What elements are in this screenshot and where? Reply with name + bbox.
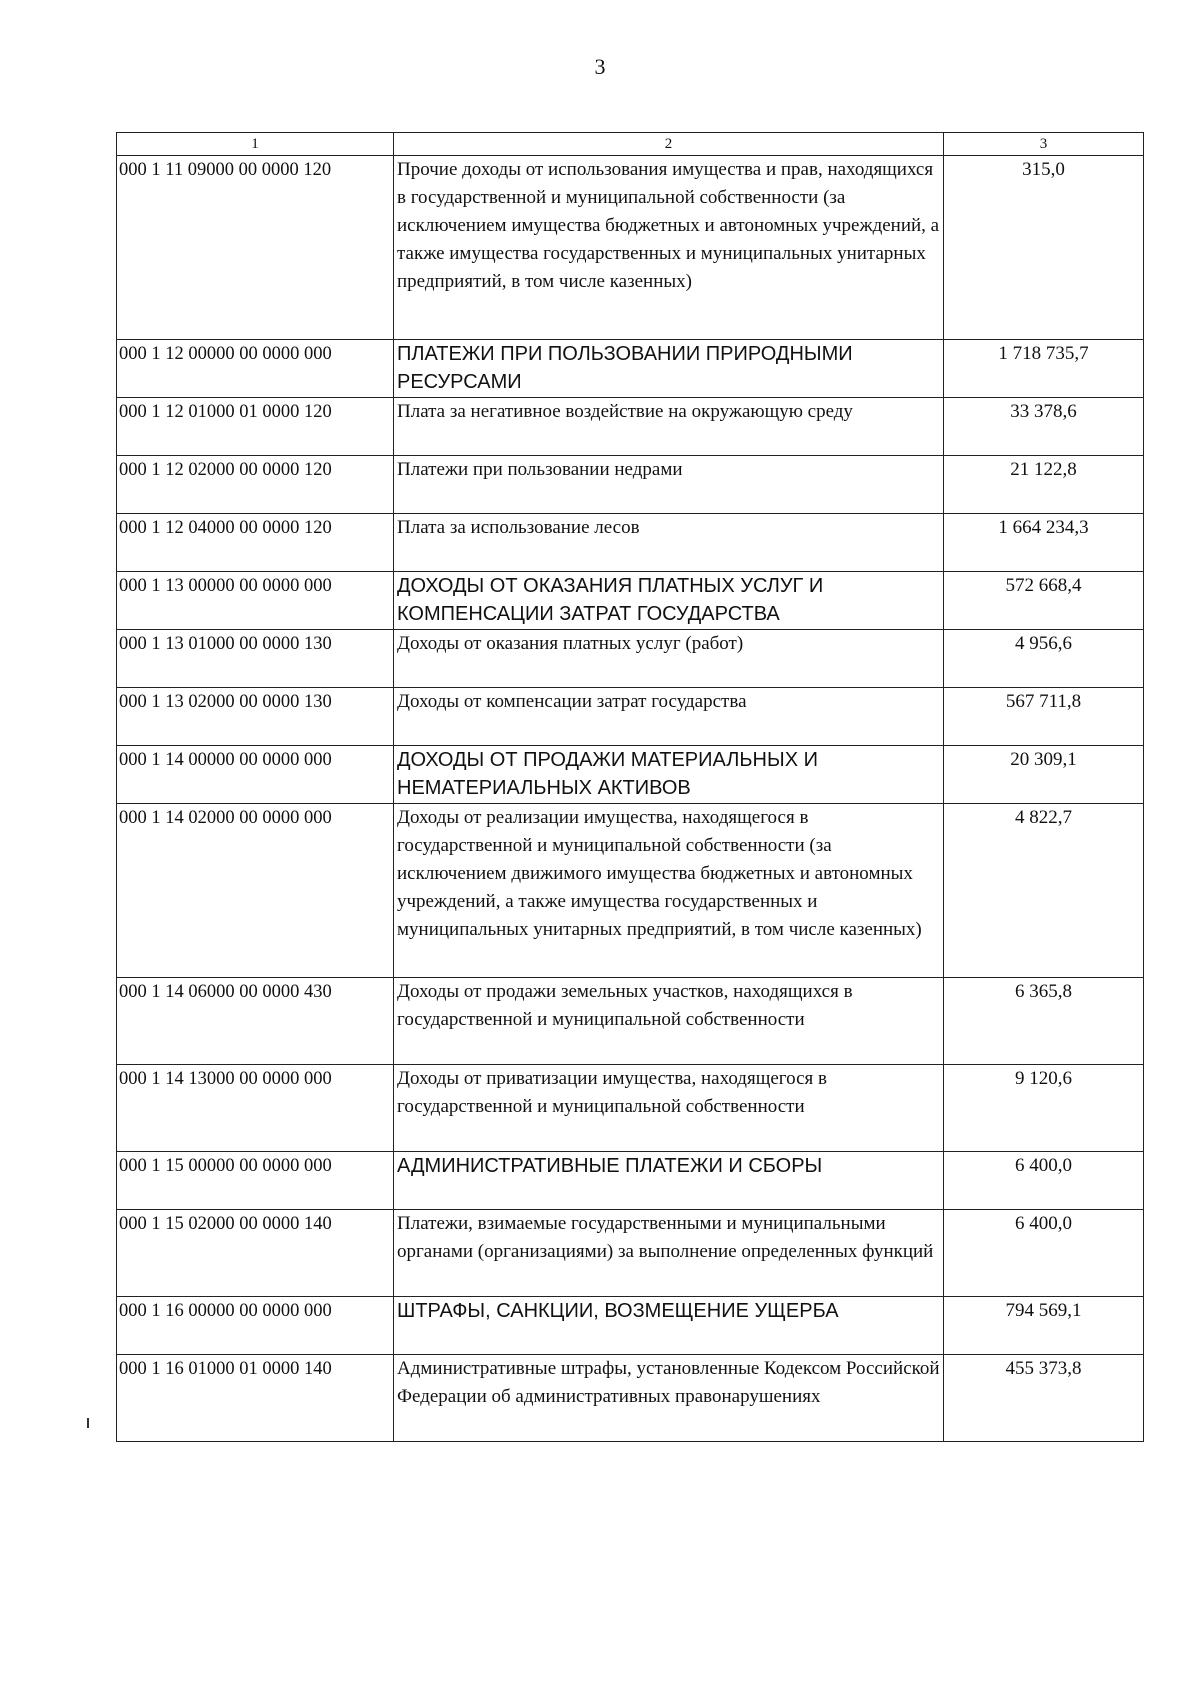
scan-speck bbox=[87, 1418, 89, 1428]
budget-code-cell: 000 1 12 02000 00 0000 120 bbox=[117, 456, 394, 514]
table-row bbox=[117, 746, 1144, 804]
table-row bbox=[117, 1065, 1144, 1152]
revenue-name-cell: Доходы от компенсации затрат государства bbox=[394, 688, 944, 746]
budget-code-cell: 000 1 14 00000 00 0000 000 bbox=[117, 746, 394, 804]
table-row bbox=[117, 804, 1144, 978]
revenue-name-cell: ДОХОДЫ ОТ ОКАЗАНИЯ ПЛАТНЫХ УСЛУГ И КОМПЕНСАЦИИ ЗАТРАТ ГОСУДАРСТВА bbox=[394, 572, 944, 630]
table-row bbox=[117, 398, 1144, 456]
table-row bbox=[117, 156, 1144, 340]
revenue-name-cell: Доходы от реализации имущества, находящегося в государственной и муниципальной собственности (за исключением движимого имущества бюджетных и автономных учреждений, а также имущества государственных и муниципальных унитарных предприятий, в том числе казенных) bbox=[394, 804, 944, 978]
revenue-name-cell: Платежи, взимаемые государственными и муниципальными органами (организациями) за выполнение определенных функций bbox=[394, 1210, 944, 1297]
page-number: 3 bbox=[594, 54, 606, 79]
table-row bbox=[117, 1152, 1144, 1210]
column-header-3: 3 bbox=[944, 133, 1144, 156]
amount-cell: 9 120,6 bbox=[944, 1065, 1144, 1152]
revenue-name-cell: Доходы от продажи земельных участков, находящихся в государственной и муниципальной собственности bbox=[394, 978, 944, 1065]
table-row bbox=[117, 514, 1144, 572]
amount-cell: 4 822,7 bbox=[944, 804, 1144, 978]
budget-code-cell: 000 1 16 01000 01 0000 140 bbox=[117, 1355, 394, 1442]
budget-code-cell: 000 1 14 02000 00 0000 000 bbox=[117, 804, 394, 978]
revenue-name-cell: Административные штрафы, установленные Кодексом Российской Федерации об административных правонарушениях bbox=[394, 1355, 944, 1442]
budget-code-cell: 000 1 14 06000 00 0000 430 bbox=[117, 978, 394, 1065]
header-row bbox=[117, 133, 1144, 156]
revenue-name-cell: Плата за негативное воздействие на окружающую среду bbox=[394, 398, 944, 456]
revenue-name-cell: ШТРАФЫ, САНКЦИИ, ВОЗМЕЩЕНИЕ УЩЕРБА bbox=[394, 1297, 944, 1355]
table-row bbox=[117, 456, 1144, 514]
revenue-name-cell: ПЛАТЕЖИ ПРИ ПОЛЬЗОВАНИИ ПРИРОДНЫМИ РЕСУРСАМИ bbox=[394, 340, 944, 398]
amount-cell: 1 664 234,3 bbox=[944, 514, 1144, 572]
table-row bbox=[117, 630, 1144, 688]
table-row bbox=[117, 688, 1144, 746]
budget-code-cell: 000 1 14 13000 00 0000 000 bbox=[117, 1065, 394, 1152]
table-row bbox=[117, 1210, 1144, 1297]
table-row bbox=[117, 1355, 1144, 1442]
amount-cell: 20 309,1 bbox=[944, 746, 1144, 804]
budget-code-cell: 000 1 15 00000 00 0000 000 bbox=[117, 1152, 394, 1210]
amount-cell: 33 378,6 bbox=[944, 398, 1144, 456]
budget-code-cell: 000 1 11 09000 00 0000 120 bbox=[117, 156, 394, 340]
budget-code-cell: 000 1 12 00000 00 0000 000 bbox=[117, 340, 394, 398]
budget-code-cell: 000 1 12 04000 00 0000 120 bbox=[117, 514, 394, 572]
amount-cell: 6 400,0 bbox=[944, 1210, 1144, 1297]
revenue-table bbox=[116, 132, 1144, 1442]
amount-cell: 572 668,4 bbox=[944, 572, 1144, 630]
budget-code-cell: 000 1 15 02000 00 0000 140 bbox=[117, 1210, 394, 1297]
amount-cell: 6 400,0 bbox=[944, 1152, 1144, 1210]
budget-code-cell: 000 1 16 00000 00 0000 000 bbox=[117, 1297, 394, 1355]
table-row bbox=[117, 572, 1144, 630]
amount-cell: 567 711,8 bbox=[944, 688, 1144, 746]
amount-cell: 794 569,1 bbox=[944, 1297, 1144, 1355]
revenue-name-cell: АДМИНИСТРАТИВНЫЕ ПЛАТЕЖИ И СБОРЫ bbox=[394, 1152, 944, 1210]
amount-cell: 4 956,6 bbox=[944, 630, 1144, 688]
budget-code-cell: 000 1 12 01000 01 0000 120 bbox=[117, 398, 394, 456]
column-header-1: 1 bbox=[117, 133, 394, 156]
revenue-name-cell: Плата за использование лесов bbox=[394, 514, 944, 572]
table-row bbox=[117, 1297, 1144, 1355]
table-row bbox=[117, 978, 1144, 1065]
revenue-name-cell: Доходы от оказания платных услуг (работ) bbox=[394, 630, 944, 688]
amount-cell: 6 365,8 bbox=[944, 978, 1144, 1065]
amount-cell: 455 373,8 bbox=[944, 1355, 1144, 1442]
table-row bbox=[117, 340, 1144, 398]
amount-cell: 21 122,8 bbox=[944, 456, 1144, 514]
budget-code-cell: 000 1 13 00000 00 0000 000 bbox=[117, 572, 394, 630]
revenue-name-cell: Платежи при пользовании недрами bbox=[394, 456, 944, 514]
column-header-2: 2 bbox=[394, 133, 944, 156]
budget-code-cell: 000 1 13 02000 00 0000 130 bbox=[117, 688, 394, 746]
amount-cell: 315,0 bbox=[944, 156, 1144, 340]
budget-code-cell: 000 1 13 01000 00 0000 130 bbox=[117, 630, 394, 688]
revenue-name-cell: Доходы от приватизации имущества, находящегося в государственной и муниципальной собственности bbox=[394, 1065, 944, 1152]
amount-cell: 1 718 735,7 bbox=[944, 340, 1144, 398]
revenue-name-cell: Прочие доходы от использования имущества и прав, находящихся в государственной и муниципальной собственности (за исключением имущества бюджетных и автономных учреждений, а также имущества государственных и муниципальных унитарных предприятий, в том числе казенных) bbox=[394, 156, 944, 340]
revenue-name-cell: ДОХОДЫ ОТ ПРОДАЖИ МАТЕРИАЛЬНЫХ И НЕМАТЕРИАЛЬНЫХ АКТИВОВ bbox=[394, 746, 944, 804]
